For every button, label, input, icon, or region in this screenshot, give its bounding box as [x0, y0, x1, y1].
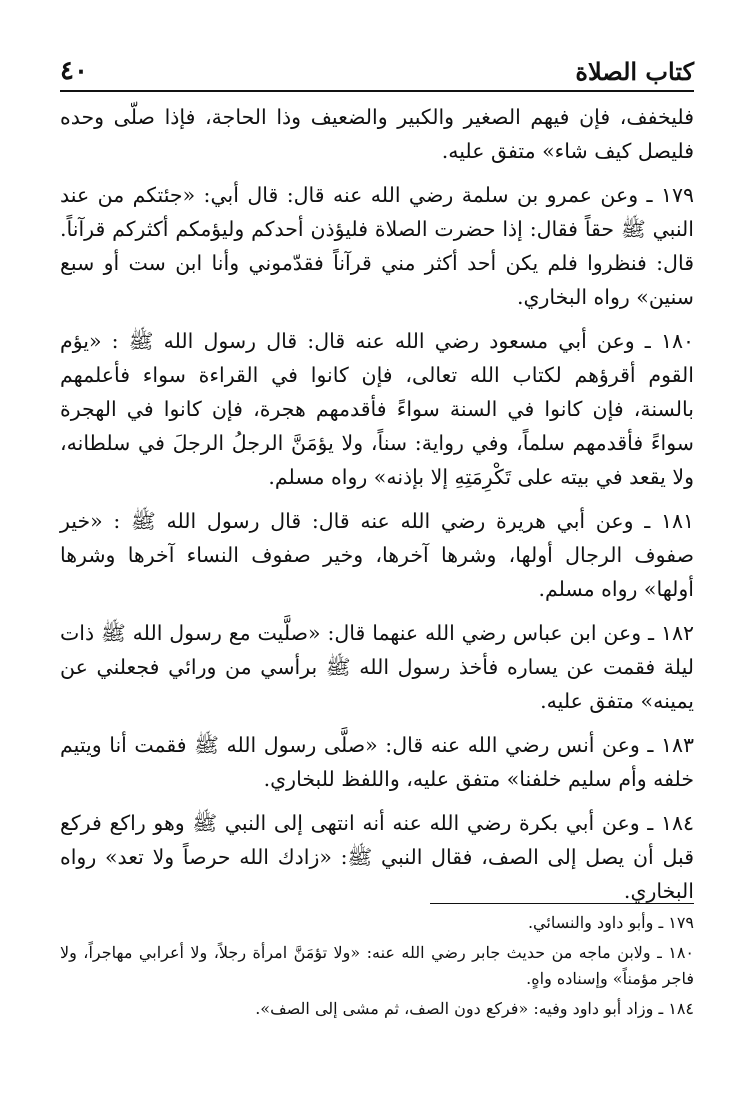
page-number: ٤٠ — [60, 56, 88, 86]
hadith-182: ١٨٢ ـ وعن ابن عباس رضي الله عنهما قال: «صلَّيت مع رسول الله ﷺ ذات ليلة فقمت عن يساره فأخذ رسول الله ﷺ برأسي من ورائي فجعلني عن يمينه» متفق عليه. — [60, 621, 694, 713]
page-header — [60, 52, 694, 92]
hadith-184: ١٨٤ ـ وعن أبي بكرة رضي الله عنه أنه انتهى إلى النبي ﷺ وهو راكع فركع قبل أن يصل إلى الصف، فقال النبي ﷺ: «زادك الله حرصاً ولا تعد» رواه البخاري. — [60, 811, 694, 903]
hadith-183: ١٨٣ ـ وعن أنس رضي الله عنه قال: «صلَّى رسول الله ﷺ فقمت أنا ويتيم خلفه وأم سليم خلفنا» متفق عليه، واللفظ للبخاري. — [60, 733, 694, 791]
main-text — [60, 100, 694, 918]
footnotes — [60, 910, 694, 1026]
hadith-180: ١٨٠ ـ وعن أبي مسعود رضي الله عنه قال: قال رسول الله ﷺ : «يؤم القوم أقرؤهم لكتاب الله تعالى، فإن كانوا في القراءة سواء فأعلمهم بالسنة، فإن كانوا في السنة سواءً فأقدمهم هجرة، فإن كانوا في الهجرة سواءً فأقدمهم سلماً، وفي رواية: سناً، ولا يؤمَنَّ الرجلُ الرجلَ في سلطانه، ولا يقعد في بيته على تَكْرِمَتِهِ إلا بإذنه» رواه مسلم. — [60, 329, 694, 489]
book-section-title: كتاب الصلاة — [575, 57, 694, 86]
paragraph-continuation: فليخفف، فإن فيهم الصغير والكبير والضعيف وذا الحاجة، فإذا صلّى وحده فليصل كيف شاء» متفق عليه. — [60, 105, 694, 163]
footnote-184: ١٨٤ ـ وزاد أبو داود وفيه: «فركع دون الصف، ثم مشى إلى الصف». — [255, 999, 694, 1018]
footnote-divider — [430, 903, 694, 904]
footnote-179: ١٧٩ ـ وأبو داود والنسائي. — [527, 913, 694, 932]
footnote-180: ١٨٠ ـ ولابن ماجه من حديث جابر رضي الله عنه: «ولا تؤمَنَّ امرأة رجلاً، ولا أعرابي مهاجراً، ولا فاجر مؤمناً» وإسناده واهٍ. — [60, 943, 694, 988]
hadith-179: ١٧٩ ـ وعن عمرو بن سلمة رضي الله عنه قال: قال أبي: «جئتكم من عند النبي ﷺ حقاً فقال: إذا حضرت الصلاة فليؤذن أحدكم وليؤمكم أكثركم قرآناً. قال: فنظروا فلم يكن أحد أكثر مني قرآناً فقدّموني وأنا ابن ست أو سبع سنين» رواه البخاري. — [60, 183, 694, 309]
hadith-181: ١٨١ ـ وعن أبي هريرة رضي الله عنه قال: قال رسول الله ﷺ : «خير صفوف الرجال أولها، وشرها آخرها، وخير صفوف النساء آخرها وشرها أولها» رواه مسلم. — [60, 509, 694, 601]
